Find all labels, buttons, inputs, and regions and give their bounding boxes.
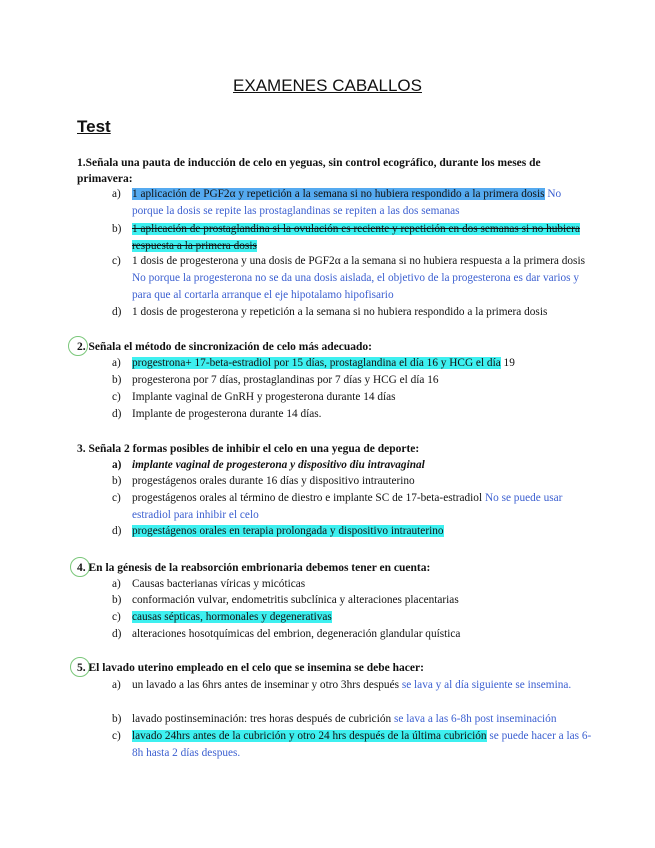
q5-option-b [112, 711, 592, 728]
option-letter: b) [112, 594, 122, 606]
q3-option-a [112, 457, 592, 474]
q1-option-c [112, 253, 592, 304]
answer-note: se puede hacer a las 6-8h hasta 2 días despues. [132, 730, 592, 759]
document-title: EXAMENES CABALLOS [233, 76, 422, 95]
q1-option-a [112, 186, 592, 220]
option-letter: d) [112, 525, 122, 537]
answer-text: alteraciones hosotquímicas del embrion, degeneración glandular quística [132, 628, 461, 640]
option-letter: c) [112, 730, 121, 742]
q2-option-b [112, 372, 592, 389]
option-letter: d) [112, 628, 122, 640]
q3-option-c [112, 490, 592, 524]
answer-text: lavado postinseminación: tres horas después de cubrición [132, 713, 392, 725]
option-letter: d) [112, 408, 122, 420]
question-1: 1.Señala una pauta de inducción de celo en yeguas, sin control ecográfico, durante los meses de primavera: [77, 157, 541, 185]
question-5: 5. El lavado uterino empleado en el celo que se insemina se debe hacer: [77, 662, 424, 674]
option-letter: a) [112, 188, 121, 200]
q2-option-c [112, 389, 592, 406]
question-4: 4. En la génesis de la reabsorción embrionaria debemos tener en cuenta: [77, 562, 431, 574]
answer-text: progestágenos orales durante 16 días y dispositivo intrauterino [132, 475, 415, 487]
answer-text: progesterona por 7 días, prostaglandinas por 7 días y HCG el día 16 [132, 374, 439, 386]
q4-option-a [112, 576, 592, 593]
answer-text: 1 dosis de progesterona y una dosis de PGF2α a la semana si no hubiera respuesta a la primera dosis [132, 255, 585, 267]
answer-text: un lavado a las 6hrs antes de inseminar y otro 3hrs después [132, 679, 399, 691]
answer-text: causas sépticas, hormonales y degenerativas [132, 611, 332, 623]
q5-option-a [112, 677, 592, 694]
answer-note: No se puede usar estradiol para inhibir el celo [132, 492, 563, 521]
option-letter: d) [112, 306, 122, 318]
question-3: 3. Señala 2 formas posibles de inhibir el celo en una yegua de deporte: [77, 443, 420, 455]
option-letter: b) [112, 374, 122, 386]
answer-tail: 19 [503, 357, 515, 369]
option-letter: a) [112, 357, 121, 369]
answer-note: se lava y al día siguiente se insemina. [401, 679, 572, 691]
answer-text: lavado 24hrs antes de la cubrición y otro 24 hrs después de la última cubrición [132, 730, 487, 742]
answer-text: 1 aplicación de prostaglandina si la ovulación es reciente y repetición en dos semanas si no hubiera respuesta a la primera dosis [132, 223, 580, 252]
answer-note: No porque la progesterona no se da una dosis aislada, el objetivo de la progesterona es dar varios y para que al cortarla arranque el eje hipotalamo hipofisario [132, 272, 580, 301]
answer-text: progestrona+ 17-beta-estradiol por 15 días, prostaglandina el día 16 y HCG el día [132, 357, 501, 369]
answer-text: Implante de progesterona durante 14 días. [132, 408, 322, 420]
question-2: 2. Señala el método de sincronización de celo más adecuado: [77, 341, 372, 353]
answer-text: Causas bacterianas víricas y micóticas [132, 578, 306, 590]
q4-option-c [112, 609, 592, 626]
option-letter: c) [112, 255, 121, 267]
option-letter: a) [112, 459, 122, 471]
option-letter: b) [112, 713, 122, 725]
answer-text: conformación vulvar, endometritis subclínica y alteraciones placentarias [132, 594, 459, 606]
option-letter: c) [112, 611, 121, 623]
option-letter: c) [112, 492, 121, 504]
answer-text: progestágenos orales en terapia prolongada y dispositivo intrauterino [132, 525, 444, 537]
option-letter: a) [112, 679, 121, 691]
q2-option-a [112, 355, 592, 372]
q1-option-d [112, 304, 592, 321]
q5-option-c [112, 728, 592, 762]
option-letter: a) [112, 578, 121, 590]
q1-option-b [112, 221, 592, 255]
q2-option-d [112, 406, 592, 423]
option-letter: b) [112, 223, 122, 235]
option-letter: b) [112, 475, 122, 487]
q4-option-d [112, 626, 592, 643]
q3-option-d [112, 523, 592, 540]
q3-option-b [112, 473, 592, 490]
answer-text: 1 aplicación de PGF2α y repetición a la semana si no hubiera respondido a la primera dosis [132, 188, 545, 200]
section-heading: Test [77, 117, 111, 136]
answer-note: No porque la dosis se repite las prostaglandinas se repiten a las dos semanas [132, 188, 562, 217]
answer-text: Implante vaginal de GnRH y progesterona durante 14 días [132, 391, 396, 403]
answer-text: implante vaginal de progesterona y dispositivo diu intravaginal [132, 459, 425, 471]
q4-option-b [112, 592, 592, 609]
answer-text: 1 dosis de progesterona y repetición a la semana si no hubiera respondido a la primera dosis [132, 306, 548, 318]
answer-text: progestágenos orales al término de diestro e implante SC de 17-beta-estradiol [132, 492, 483, 504]
answer-note: se lava a las 6-8h post inseminación [393, 713, 557, 725]
option-letter: c) [112, 391, 121, 403]
